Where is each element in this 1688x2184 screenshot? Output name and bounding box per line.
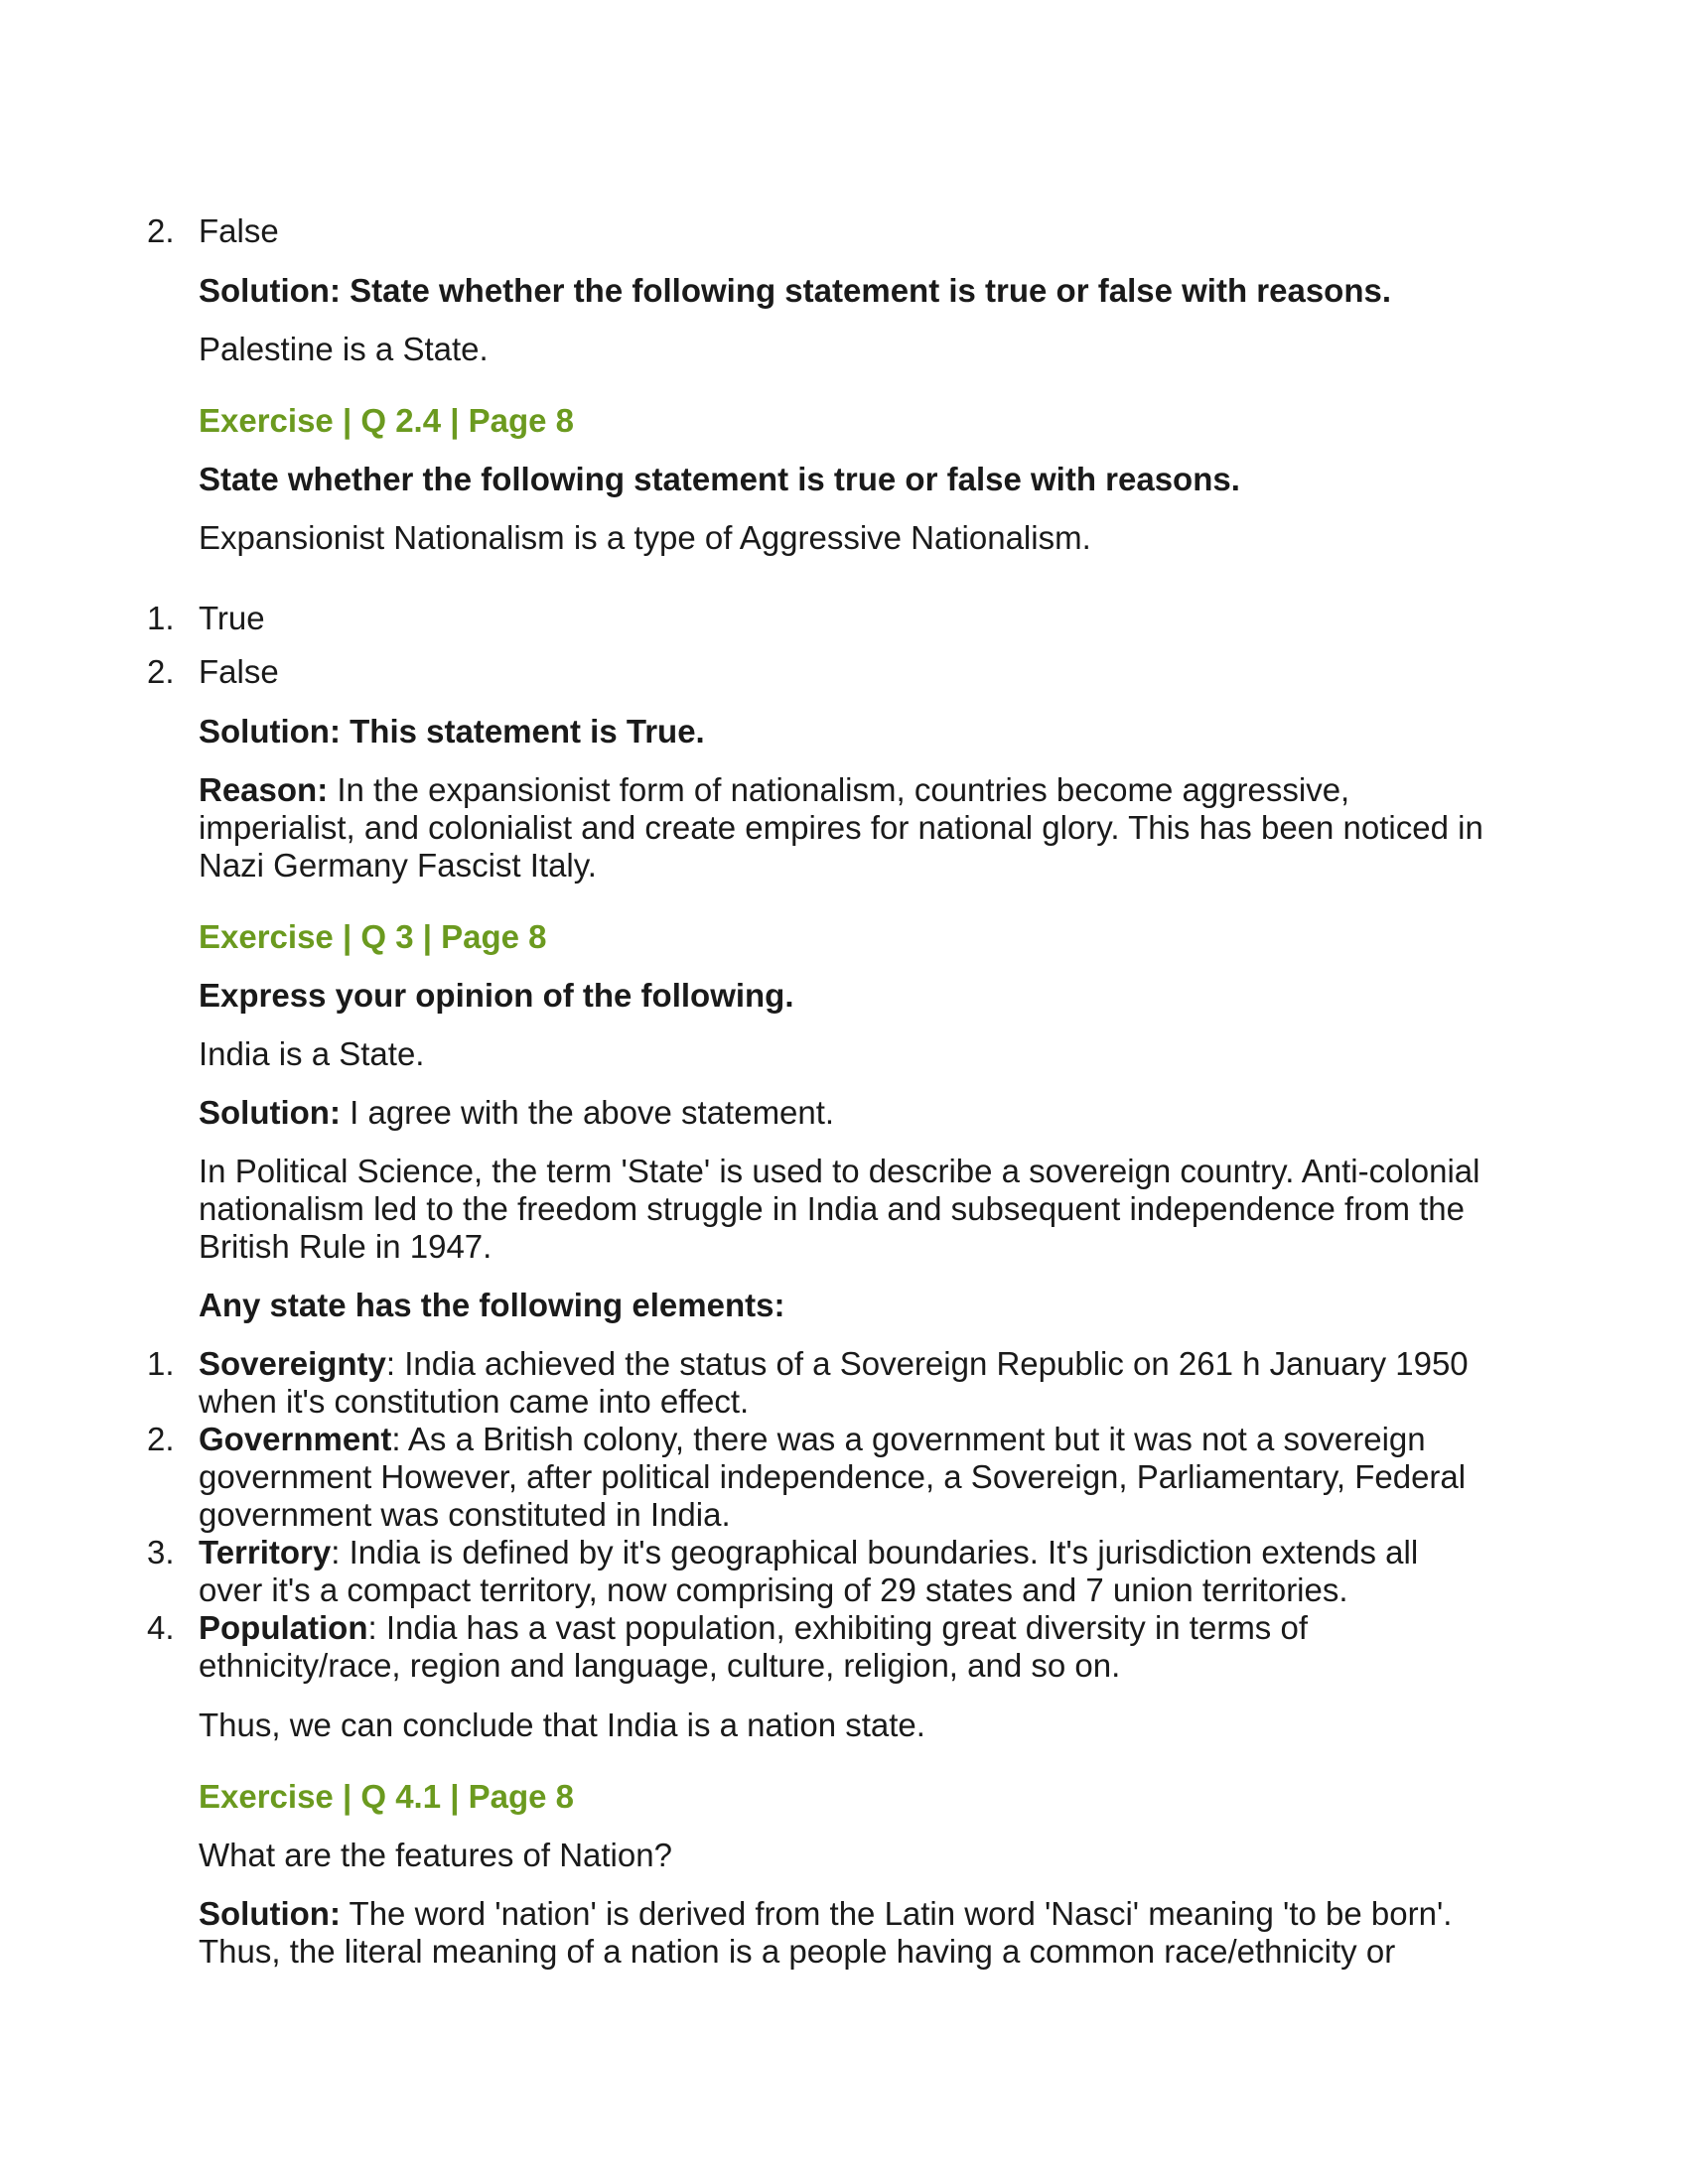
solution-label: Solution: xyxy=(199,1094,341,1131)
option-text: False xyxy=(199,212,279,249)
option-number: 2. xyxy=(147,653,175,690)
list-item xyxy=(147,1609,1489,1685)
option-text: False xyxy=(199,653,279,690)
exercise-heading: Exercise | Q 3 | Page 8 xyxy=(199,918,547,955)
reason-text: In the expansionist form of nationalism, countries become aggressive, imperialist, and colonialist and create empires for national glory. This has been noticed in Nazi Germany Fascist Italy. xyxy=(199,771,1483,884)
element-text: : As a British colony, there was a government but it was not a sovereign government However, after political independence, a Sovereign, Parliamentary, Federal government was constituted in India. xyxy=(199,1421,1467,1533)
solution-text: The word 'nation' is derived from the Latin word 'Nasci' meaning 'to be born'. Thus, the literal meaning of a nation is a people having a common race/ethnicity or xyxy=(199,1895,1453,1970)
statement-text: Palestine is a State. xyxy=(199,331,489,367)
page-content xyxy=(147,212,1489,1991)
option-text: True xyxy=(199,600,265,636)
elements-list xyxy=(147,1345,1489,1685)
element-term: Population xyxy=(199,1609,368,1646)
solution-heading: Solution: State whether the following statement is true or false with reasons. xyxy=(199,272,1392,309)
option-number: 1. xyxy=(147,600,175,636)
list-item xyxy=(147,212,1489,250)
element-number: 1. xyxy=(147,1345,175,1382)
list-item xyxy=(147,1345,1489,1421)
question-text: Express your opinion of the following. xyxy=(199,977,794,1014)
solution-label: Solution: xyxy=(199,1895,341,1932)
option-list xyxy=(147,212,1489,250)
solution-paragraph xyxy=(199,1895,1489,1971)
solution-paragraph xyxy=(199,1094,1489,1132)
element-term: Government xyxy=(199,1421,392,1457)
question-text: State whether the following statement is true or false with reasons. xyxy=(199,461,1240,497)
statement-text: Expansionist Nationalism is a type of Aggressive Nationalism. xyxy=(199,519,1091,556)
question-text: What are the features of Nation? xyxy=(199,1837,672,1873)
reason-label: Reason: xyxy=(199,771,329,808)
list-item xyxy=(147,1421,1489,1534)
element-text: : India has a vast population, exhibiting great diversity in terms of ethnicity/race, region and language, culture, religion, and so on. xyxy=(199,1609,1308,1684)
option-list xyxy=(147,600,1489,691)
element-number: 3. xyxy=(147,1534,175,1570)
element-term: Sovereignty xyxy=(199,1345,386,1382)
list-item xyxy=(147,653,1489,691)
solution-text: I agree with the above statement. xyxy=(340,1094,835,1131)
list-item xyxy=(147,1534,1489,1609)
explanation-paragraph: In Political Science, the term 'State' is used to describe a sovereign country. Anti-colonial nationalism led to the freedom struggle in India and subsequent independence from the British Rule in 1947. xyxy=(199,1153,1480,1265)
exercise-heading: Exercise | Q 2.4 | Page 8 xyxy=(199,402,575,439)
element-text: : India achieved the status of a Sovereign Republic on 261 h January 1950 when it's constitution came into effect. xyxy=(199,1345,1469,1420)
element-text: : India is defined by it's geographical boundaries. It's jurisdiction extends all over it's a compact territory, now comprising of 29 states and 7 union territories. xyxy=(199,1534,1419,1608)
conclusion-text: Thus, we can conclude that India is a nation state. xyxy=(199,1706,925,1743)
exercise-heading: Exercise | Q 4.1 | Page 8 xyxy=(199,1778,575,1815)
element-number: 2. xyxy=(147,1421,175,1457)
elements-heading: Any state has the following elements: xyxy=(199,1287,785,1323)
option-number: 2. xyxy=(147,212,175,249)
element-term: Territory xyxy=(199,1534,332,1570)
statement-text: India is a State. xyxy=(199,1035,425,1072)
reason-paragraph xyxy=(199,771,1489,885)
list-item xyxy=(147,600,1489,637)
element-number: 4. xyxy=(147,1609,175,1646)
solution-heading: Solution: This statement is True. xyxy=(199,713,705,750)
